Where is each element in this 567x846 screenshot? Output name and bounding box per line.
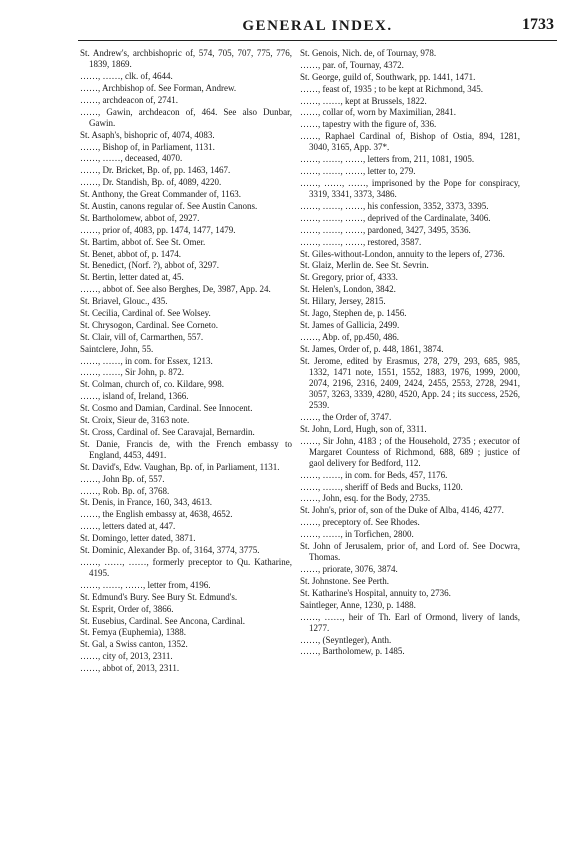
index-entry: St. David's, Edw. Vaughan, Bp. of, in Parliament, 1131. — [80, 461, 280, 472]
index-entry: ……, ……, in com. for Beds, 457, 1176. — [300, 469, 448, 480]
index-entry: ……, ……, Sir John, p. 872. — [80, 367, 185, 378]
index-entry: ……, ……, clk. of, 4644. — [80, 70, 173, 81]
index-entry: St. John of Jerusalem, prior of, and Lord of. See Docwra, Thomas. — [300, 541, 520, 563]
index-entry: ……, Rob. Bp. of, 3768. — [80, 485, 170, 496]
index-entry: St. Jago, Stephen de, p. 1456. — [300, 308, 407, 318]
index-entry: St. Glaiz, Merlin de. See St. Sevrin. — [300, 260, 429, 271]
index-column-left — [80, 48, 292, 675]
index-entry: ……, John, esq. for the Body, 2735. — [300, 493, 431, 504]
index-entry: ……, Bartholomew, p. 1485. — [300, 646, 405, 657]
index-entry: St. Bartim, abbot of. See St. Omer. — [80, 236, 206, 247]
index-entry: St. Croix, Sieur de, 3163 note. — [80, 415, 190, 426]
index-entry: St. Briavel, Glouc., 435. — [80, 296, 168, 307]
index-entry: ……, ……, ……, deprived of the Cardinalate, 3406. — [300, 212, 491, 223]
index-entry: ……, ……, sheriff of Beds and Bucks, 1120. — [300, 481, 463, 492]
index-entry: ……, ……, ……, letter to, 279. — [300, 166, 416, 177]
page-number: 1733 — [522, 16, 554, 33]
index-entry: St. Danie, Francis de, with the French embassy to England, 4453, 4491. — [80, 438, 292, 460]
index-entry: St. John, Lord, Hugh, son of, 3311. — [300, 423, 427, 434]
index-entry: St. Chrysogon, Cardinal. See Corneto. — [80, 319, 218, 330]
index-entry: St. Anthony, the Great Commander of, 1163. — [80, 189, 242, 200]
index-entry: ……, ……, ……, pardoned, 3427, 3495, 3536. — [300, 224, 471, 235]
running-title: GENERAL INDEX. — [242, 18, 393, 34]
index-entry: St. Austin, canons regular of. See Austin Canons. — [80, 200, 258, 211]
index-entry: St. Cross, Cardinal of. See Caravajal, Bernardin. — [80, 426, 255, 437]
index-entry: ……, Gawin, archdeacon of, 464. See also Dunbar, Gawin. — [80, 106, 292, 128]
index-entry: St. Gal, a Swiss canton, 1352. — [80, 639, 188, 650]
index-entry: St. Femya (Euphemia), 1388. — [80, 627, 186, 638]
index-entry: Saintleger, Anne, 1230, p. 1488. — [300, 599, 416, 610]
index-entry: ……, ……, in com. for Essex, 1213. — [80, 355, 213, 366]
index-entry: ……, tapestry with the figure of, 336. — [300, 119, 437, 130]
index-entry: St. Edmund's Bury. See Bury St. Edmund's. — [80, 591, 238, 602]
index-entry: St. Genois, Nich. de, of Tournay, 978. — [300, 48, 437, 58]
index-entry: ……, ……, deceased, 4070. — [80, 153, 183, 164]
index-entry: ……, priorate, 3076, 3874. — [300, 564, 398, 575]
index-entry: ……, ……, in Torfichen, 2800. — [300, 529, 414, 540]
index-entry: St. Eusebius, Cardinal. See Ancona, Cardinal. — [80, 615, 245, 626]
index-entry: St. Hilary, Jersey, 2815. — [300, 296, 386, 307]
index-entry: ……, ……, ……, imprisoned by the Pope for conspiracy, 3319, 3341, 3373, 3486. — [300, 178, 520, 200]
index-entry: St. Helen's, London, 3842. — [300, 284, 396, 295]
index-entry: St. Benedict, (Norf. ?), abbot of, 3297. — [80, 260, 219, 271]
index-entry: St. George, guild of, Southwark, pp. 1441, 1471. — [300, 71, 476, 82]
index-entry: ……, feast of, 1935 ; to be kept at Richmond, 345. — [300, 83, 483, 94]
header-rule — [78, 40, 557, 41]
index-entry: ……, Bishop of, in Parliament, 1131. — [80, 141, 215, 152]
index-entry: ……, preceptory of. See Rhodes. — [300, 517, 420, 528]
index-entry: ……, ……, ……, his confession, 3352, 3373, 3395. — [300, 200, 489, 211]
index-entry: ……, abbot of, 2013, 2311. — [80, 663, 180, 674]
index-entry: ……, Dr. Bricket, Bp. of, pp. 1463, 1467. — [80, 165, 231, 176]
index-entry: ……, ……, ……, formerly preceptor to Qu. Katharine, 4195. — [80, 556, 292, 578]
index-entry: St. James of Gallicia, 2499. — [300, 319, 400, 330]
index-entry: ……, ……, kept at Brussels, 1822. — [300, 95, 427, 106]
index-entry: ……, the Order of, 3747. — [300, 411, 392, 422]
index-entry: St. Katharine's Hospital, annuity to, 2736. — [300, 587, 451, 598]
index-entry: St. Domingo, letter dated, 3871. — [80, 533, 196, 544]
index-entry: ……, city of, 2013, 2311. — [80, 651, 173, 662]
index-entry: ……, ……, heir of Th. Earl of Ormond, livery of lands, 1277. — [300, 611, 520, 633]
index-entry: ……, par. of, Tournay, 4372. — [300, 59, 404, 70]
index-entry: St. Gregory, prior of, 4333. — [300, 272, 398, 283]
index-entry: ……, the English embassy at, 4638, 4652. — [80, 509, 233, 520]
index-entry: St. Clair, vill of, Carmarthen, 557. — [80, 331, 204, 342]
index-entry: St. Benet, abbot of, p. 1474. — [80, 248, 181, 259]
index-column-right — [300, 48, 520, 658]
index-entry: ……, ……, ……, letter from, 4196. — [80, 579, 211, 590]
index-entry: St. Johnstone. See Perth. — [300, 575, 389, 586]
index-entry: ……, island of, Ireland, 1366. — [80, 391, 189, 402]
index-entry: ……, Archbishop of. See Forman, Andrew. — [80, 82, 237, 93]
index-entry: St. Bartholomew, abbot of, 2927. — [80, 212, 200, 223]
index-entry: St. Jerome, edited by Erasmus, 278, 279, 293, 685, 985, 1332, 1471 note, 1551, 1552, 1883, 1976, 1999, 2000, 2074, 2196, 2316, 2409, 2424, 2455, 2553, 2728, 2941, 3057, 3263, 3339, 4280, 4520, App. 24 ; its success, 2526, 2539. — [300, 355, 520, 410]
index-entry: St. Asaph's, bishopric of, 4074, 4083. — [80, 129, 215, 140]
index-entry: ……, Abp. of, pp.450, 486. — [300, 331, 399, 342]
index-entry: St. Cecilia, Cardinal of. See Wolsey. — [80, 308, 211, 318]
index-entry: St. Giles-without-London, annuity to the lepers of, 2736. — [300, 248, 505, 259]
index-entry: ……, archdeacon of, 2741. — [80, 94, 178, 105]
page-header — [78, 8, 557, 40]
index-entry: St. Esprit, Order of, 3866. — [80, 603, 174, 614]
index-entry: St. John's, prior of, son of the Duke of Alba, 4146, 4277. — [300, 505, 504, 516]
index-entry: St. Denis, in France, 160, 343, 4613. — [80, 497, 212, 508]
index-entry: ……, John Bp. of, 557. — [80, 473, 165, 484]
index-entry: ……, ……, ……, letters from, 211, 1081, 1905. — [300, 154, 475, 165]
index-entry: St. Dominic, Alexander Bp. of, 3164, 3774, 3775. — [80, 545, 260, 556]
index-entry: St. Andrew's, archbishopric of, 574, 705, 707, 775, 776, 1839, 1869. — [80, 48, 292, 70]
index-entry: ……, prior of, 4083, pp. 1474, 1477, 1479. — [80, 224, 236, 235]
index-entry: St. Bertin, letter dated at, 45. — [80, 272, 184, 283]
index-entry: ……, Raphael Cardinal of, Bishop of Ostia, 894, 1281, 3040, 3165, App. 37*. — [300, 131, 520, 153]
index-entry: ……, abbot of. See also Berghes, De, 3987, App. 24. — [80, 284, 271, 295]
index-entry: ……, Dr. Standish, Bp. of, 4089, 4220. — [80, 177, 222, 188]
index-entry: St. Cosmo and Damian, Cardinal. See Innocent. — [80, 403, 253, 414]
index-entry: ……, collar of, worn by Maximilian, 2841. — [300, 107, 456, 118]
index-entry: Saintclere, John, 55. — [80, 343, 154, 354]
index-entry: St. James, Order of, p. 448, 1861, 3874. — [300, 343, 444, 354]
index-entry: ……, (Seyntleger), Anth. — [300, 634, 392, 645]
index-entry: ……, letters dated at, 447. — [80, 521, 176, 532]
index-entry: ……, Sir John, 4183 ; of the Household, 2735 ; executor of Margaret Countess of Richmond, 688, 689 ; justice of gaol delivery for Bedford, 112. — [300, 435, 520, 468]
index-entry: St. Colman, church of, co. Kildare, 998. — [80, 379, 224, 390]
index-entry: ……, ……, ……, restored, 3587. — [300, 236, 422, 247]
